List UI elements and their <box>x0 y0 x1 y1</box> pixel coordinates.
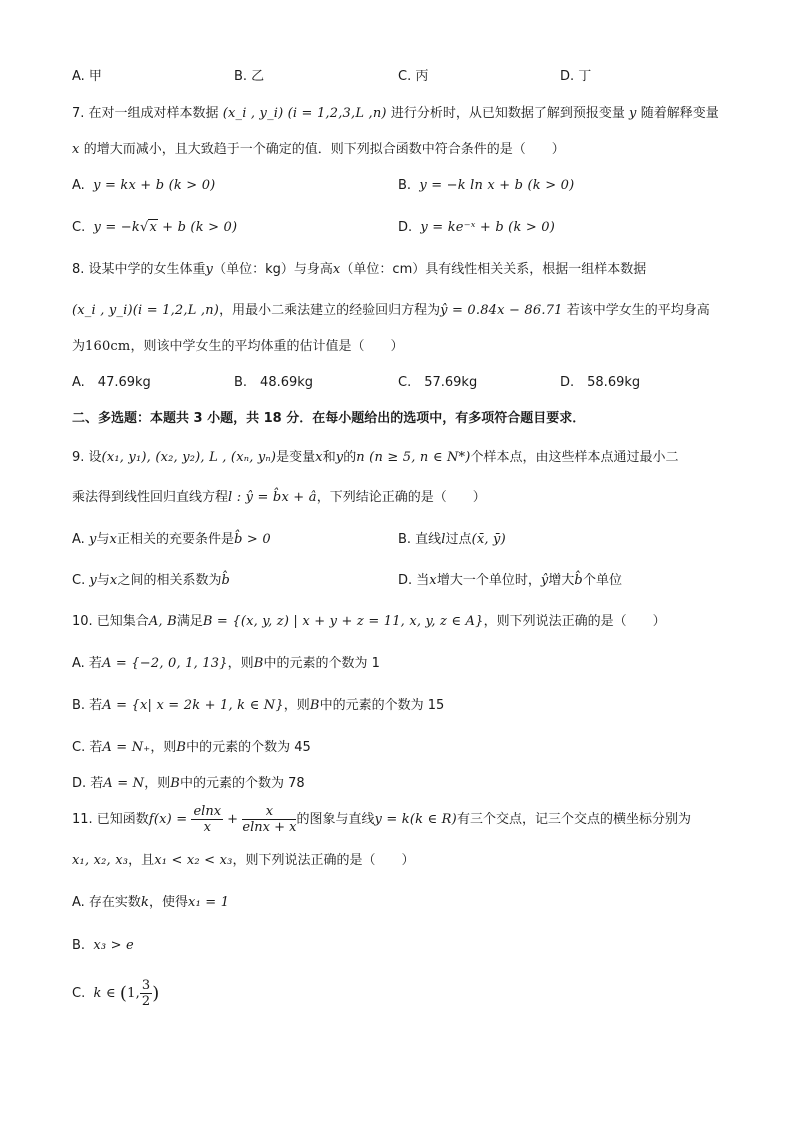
q8-option-c: C. 57.69kg <box>398 375 478 390</box>
q8-stem-line1 <box>72 260 646 280</box>
option-text: ，则 <box>283 698 310 713</box>
q11-interval-fraction <box>140 978 152 1009</box>
fraction-denominator: x <box>203 820 211 835</box>
var-y: y <box>89 573 97 588</box>
option-text: ，则 <box>227 656 254 671</box>
q9-stem-line1 <box>72 448 679 468</box>
sqrt-radicand: x <box>149 220 157 235</box>
option-text: 中的元素的个数为 15 <box>319 698 445 713</box>
option-label: A. 若 <box>72 656 102 671</box>
option-formula: k ∈ <box>93 986 116 1001</box>
q10-option-a <box>72 654 380 674</box>
var-b: B <box>309 698 320 713</box>
q6-option-b: B. 乙 <box>234 69 265 84</box>
right-paren: ) <box>152 983 160 1004</box>
var-b: B <box>253 656 264 671</box>
q9-n-condition: n (n ≥ 5, n ∈ N*) <box>356 450 471 465</box>
option-text: 与 <box>96 532 110 547</box>
q11-option-c <box>72 976 159 1012</box>
option-label: D. 当 <box>398 573 430 588</box>
option-formula: x₁ = 1 <box>188 895 230 910</box>
q11-option-a <box>72 893 229 913</box>
var-y: y <box>88 532 97 547</box>
q8-sample-data: (x_i , y_i)(i = 1,2,L ,n) <box>72 303 220 318</box>
option-formula: A = N <box>103 776 145 791</box>
q8-text: 若该中学女生的平均身高 <box>566 303 710 318</box>
fraction-numerator: 3 <box>141 978 151 993</box>
option-label: B. <box>398 178 412 193</box>
q7-var-x: x <box>72 142 80 157</box>
var-x: x <box>109 573 118 588</box>
option-formula: y = −k ln x + b (k > 0) <box>419 178 575 193</box>
q9-text: ，下列结论正确的是（ ） <box>316 490 486 505</box>
option-label: C. <box>72 573 86 588</box>
q8-stem-line3 <box>72 337 403 357</box>
q7-var-y: y <box>629 106 637 121</box>
q6-option-d: D. 丁 <box>560 69 592 84</box>
var-b-hat: b̂ <box>574 573 583 588</box>
q9-text: 的 <box>343 450 357 465</box>
q7-option-c: C. y = −k√x + b (k > 0) <box>72 220 238 235</box>
option-formula: x₃ > e <box>93 938 134 953</box>
q9-sample-points: (x₁, y₁), (x₂, y₂), L , (xₙ, yₙ) <box>101 450 277 465</box>
option-text: 正相关的充要条件是 <box>117 532 235 547</box>
option-label: C. <box>72 220 86 235</box>
option-label: B. 若 <box>72 698 103 713</box>
option-text: 过点 <box>445 532 472 547</box>
interval-start: 1, <box>127 986 140 1001</box>
plus-sign: + <box>227 812 239 827</box>
q11-stem-line2 <box>72 851 415 871</box>
q10-option-d <box>72 774 305 794</box>
left-paren: ( <box>119 983 128 1004</box>
option-formula: A = {−2, 0, 1, 13} <box>101 656 228 671</box>
fraction-denominator: 2 <box>141 994 151 1009</box>
option-formula: + b (k > 0) <box>162 220 238 235</box>
q11-stem-line1 <box>72 802 691 838</box>
q10-text: 10. 已知集合 <box>72 614 149 629</box>
q8-text: 8. 设某中学的女生体重 <box>72 262 206 277</box>
option-formula: b̂ <box>221 573 231 588</box>
option-label: C. <box>72 986 86 1001</box>
q11-text: 11. 已知函数 <box>72 812 149 827</box>
q10-sets: A, B <box>148 614 177 629</box>
option-text: ，则 <box>150 740 177 755</box>
option-label: B. <box>72 938 86 953</box>
fraction-numerator: x <box>242 804 296 820</box>
q9-text: 和 <box>322 450 336 465</box>
option-text: 中的元素的个数为 78 <box>179 776 305 791</box>
var-x: x <box>429 573 437 588</box>
q6-option-a: A. 甲 <box>72 69 102 84</box>
q8-height-value: 160cm <box>85 339 131 354</box>
option-formula: y = kx + b (k > 0) <box>93 178 216 193</box>
q11-text: ，则下列说法正确的是（ ） <box>232 853 415 868</box>
q7-stem-line1 <box>72 104 719 124</box>
q10-stem <box>72 612 666 632</box>
q7-index-range: (i = 1,2,3,L ,n) <box>287 106 387 121</box>
q11-text: ，且 <box>128 853 155 868</box>
q9-text: 个样本点，由这些样本点通过最小二 <box>470 450 679 465</box>
q7-text: 的增大而减小，且大致趋于一个确定的值．则下列拟合函数中符合条件的是（ ） <box>83 142 565 157</box>
q7-text: 随着解释变量 <box>640 106 719 121</box>
q10-option-c <box>72 738 311 758</box>
q8-option-d: D. 58.69kg <box>560 375 641 390</box>
q9-var-x: x <box>315 450 323 465</box>
option-label: B. 直线 <box>398 532 442 547</box>
q8-regression-equation: ŷ = 0.84x − 86.71 <box>440 303 563 318</box>
q9-text: 乘法得到线性回归直线方程 <box>72 490 229 505</box>
option-formula: y = −k <box>93 220 140 235</box>
q10-set-definition: B = {(x, y, z) | x + y + z = 11, x, y, z ∈ A} <box>202 614 484 629</box>
q9-option-b <box>398 530 506 550</box>
q10-text: ，则下列说法正确的是（ ） <box>483 614 666 629</box>
q11-text: 有三个交点，记三个交点的横坐标分别为 <box>456 812 691 827</box>
q9-option-a <box>72 530 271 550</box>
q9-text: 是变量 <box>276 450 316 465</box>
q10-text: 满足 <box>176 614 203 629</box>
option-formula: b̂ > 0 <box>234 532 271 547</box>
q8-var-y: y <box>205 262 214 277</box>
option-text: 个单位 <box>582 573 622 588</box>
q8-text: 为 <box>72 339 86 354</box>
q8-stem-line2 <box>72 301 710 321</box>
option-text: ，则 <box>144 776 171 791</box>
option-label: D. <box>398 220 413 235</box>
q8-option-b: B. 48.69kg <box>234 375 314 390</box>
q7-stem-line2 <box>72 140 565 160</box>
q9-var-y: y <box>335 450 344 465</box>
q9-option-c <box>72 571 230 591</box>
q9-text: 9. 设 <box>72 450 102 465</box>
q11-text: 的图象与直线 <box>296 812 375 827</box>
option-text: ，使得 <box>149 895 189 910</box>
q7-option-a <box>72 176 215 196</box>
fraction-denominator: elnx + x <box>242 820 297 835</box>
option-formula: (x̄, ȳ) <box>471 532 506 547</box>
q8-text: ，则该中学女生的平均体重的估计值是（ ） <box>130 339 404 354</box>
q10-option-b <box>72 696 444 716</box>
q11-option-b <box>72 936 134 956</box>
var-b: B <box>170 776 180 791</box>
q11-order: x₁ < x₂ < x₃ <box>154 853 233 868</box>
option-formula: A = {x| x = 2k + 1, k ∈ N} <box>102 698 284 713</box>
option-text: 与 <box>96 573 110 588</box>
q11-line: y = k(k ∈ R) <box>374 812 457 827</box>
option-label: C. 若 <box>72 740 103 755</box>
q9-regression-line: l : ŷ = b̂x + â <box>228 490 317 505</box>
q8-option-a: A. 47.69kg <box>72 375 151 390</box>
q11-fraction-1 <box>191 804 223 835</box>
fraction-numerator: elnx <box>193 804 222 819</box>
q11-roots: x₁, x₂, x₃ <box>72 853 129 868</box>
option-text: 之间的相关系数为 <box>117 573 222 588</box>
option-text: 增大 <box>548 573 575 588</box>
q7-option-b <box>398 176 574 196</box>
q8-var-x: x <box>332 262 341 277</box>
q6-option-c: C. 丙 <box>398 69 429 84</box>
q8-text: （单位：cm）具有线性相关关系，根据一组样本数据 <box>340 262 647 277</box>
q8-text: （单位：kg）与身高 <box>213 262 333 277</box>
var-b: B <box>176 740 187 755</box>
option-label: A. 存在实数 <box>72 895 141 910</box>
option-label: A. <box>72 178 85 193</box>
q9-stem-line2 <box>72 488 486 508</box>
option-label: D. 若 <box>72 776 104 791</box>
q8-text: ，用最小二乘法建立的经验回归方程为 <box>219 303 441 318</box>
q11-function: f(x) = <box>148 812 188 827</box>
var-k: k <box>140 895 150 910</box>
option-label: A. <box>72 532 85 547</box>
option-text: 增大一个单位时， <box>436 573 541 588</box>
q11-fraction-2 <box>242 804 296 835</box>
section-heading-multiple-choice: 二、多选题：本题共 3 小题，共 18 分．在每小题给出的选项中，有多项符合题目要求． <box>72 411 586 426</box>
option-formula: y = ke⁻ˣ + b (k > 0) <box>420 220 556 235</box>
q9-option-d <box>398 571 622 591</box>
q7-text: 进行分析时，从已知数据了解到预报变量 <box>390 106 625 121</box>
option-text: 中的元素的个数为 45 <box>186 740 311 755</box>
option-text: 中的元素的个数为 1 <box>263 656 380 671</box>
q7-option-d <box>398 218 555 238</box>
var-y-hat: ŷ <box>540 573 549 588</box>
option-formula: A = N₊ <box>102 740 151 755</box>
q7-sample-pair: (x_i , y_i) <box>222 106 284 121</box>
q7-text: 7. 在对一组成对样本数据 <box>72 106 219 121</box>
var-l: l <box>441 532 446 547</box>
var-x: x <box>109 532 118 547</box>
